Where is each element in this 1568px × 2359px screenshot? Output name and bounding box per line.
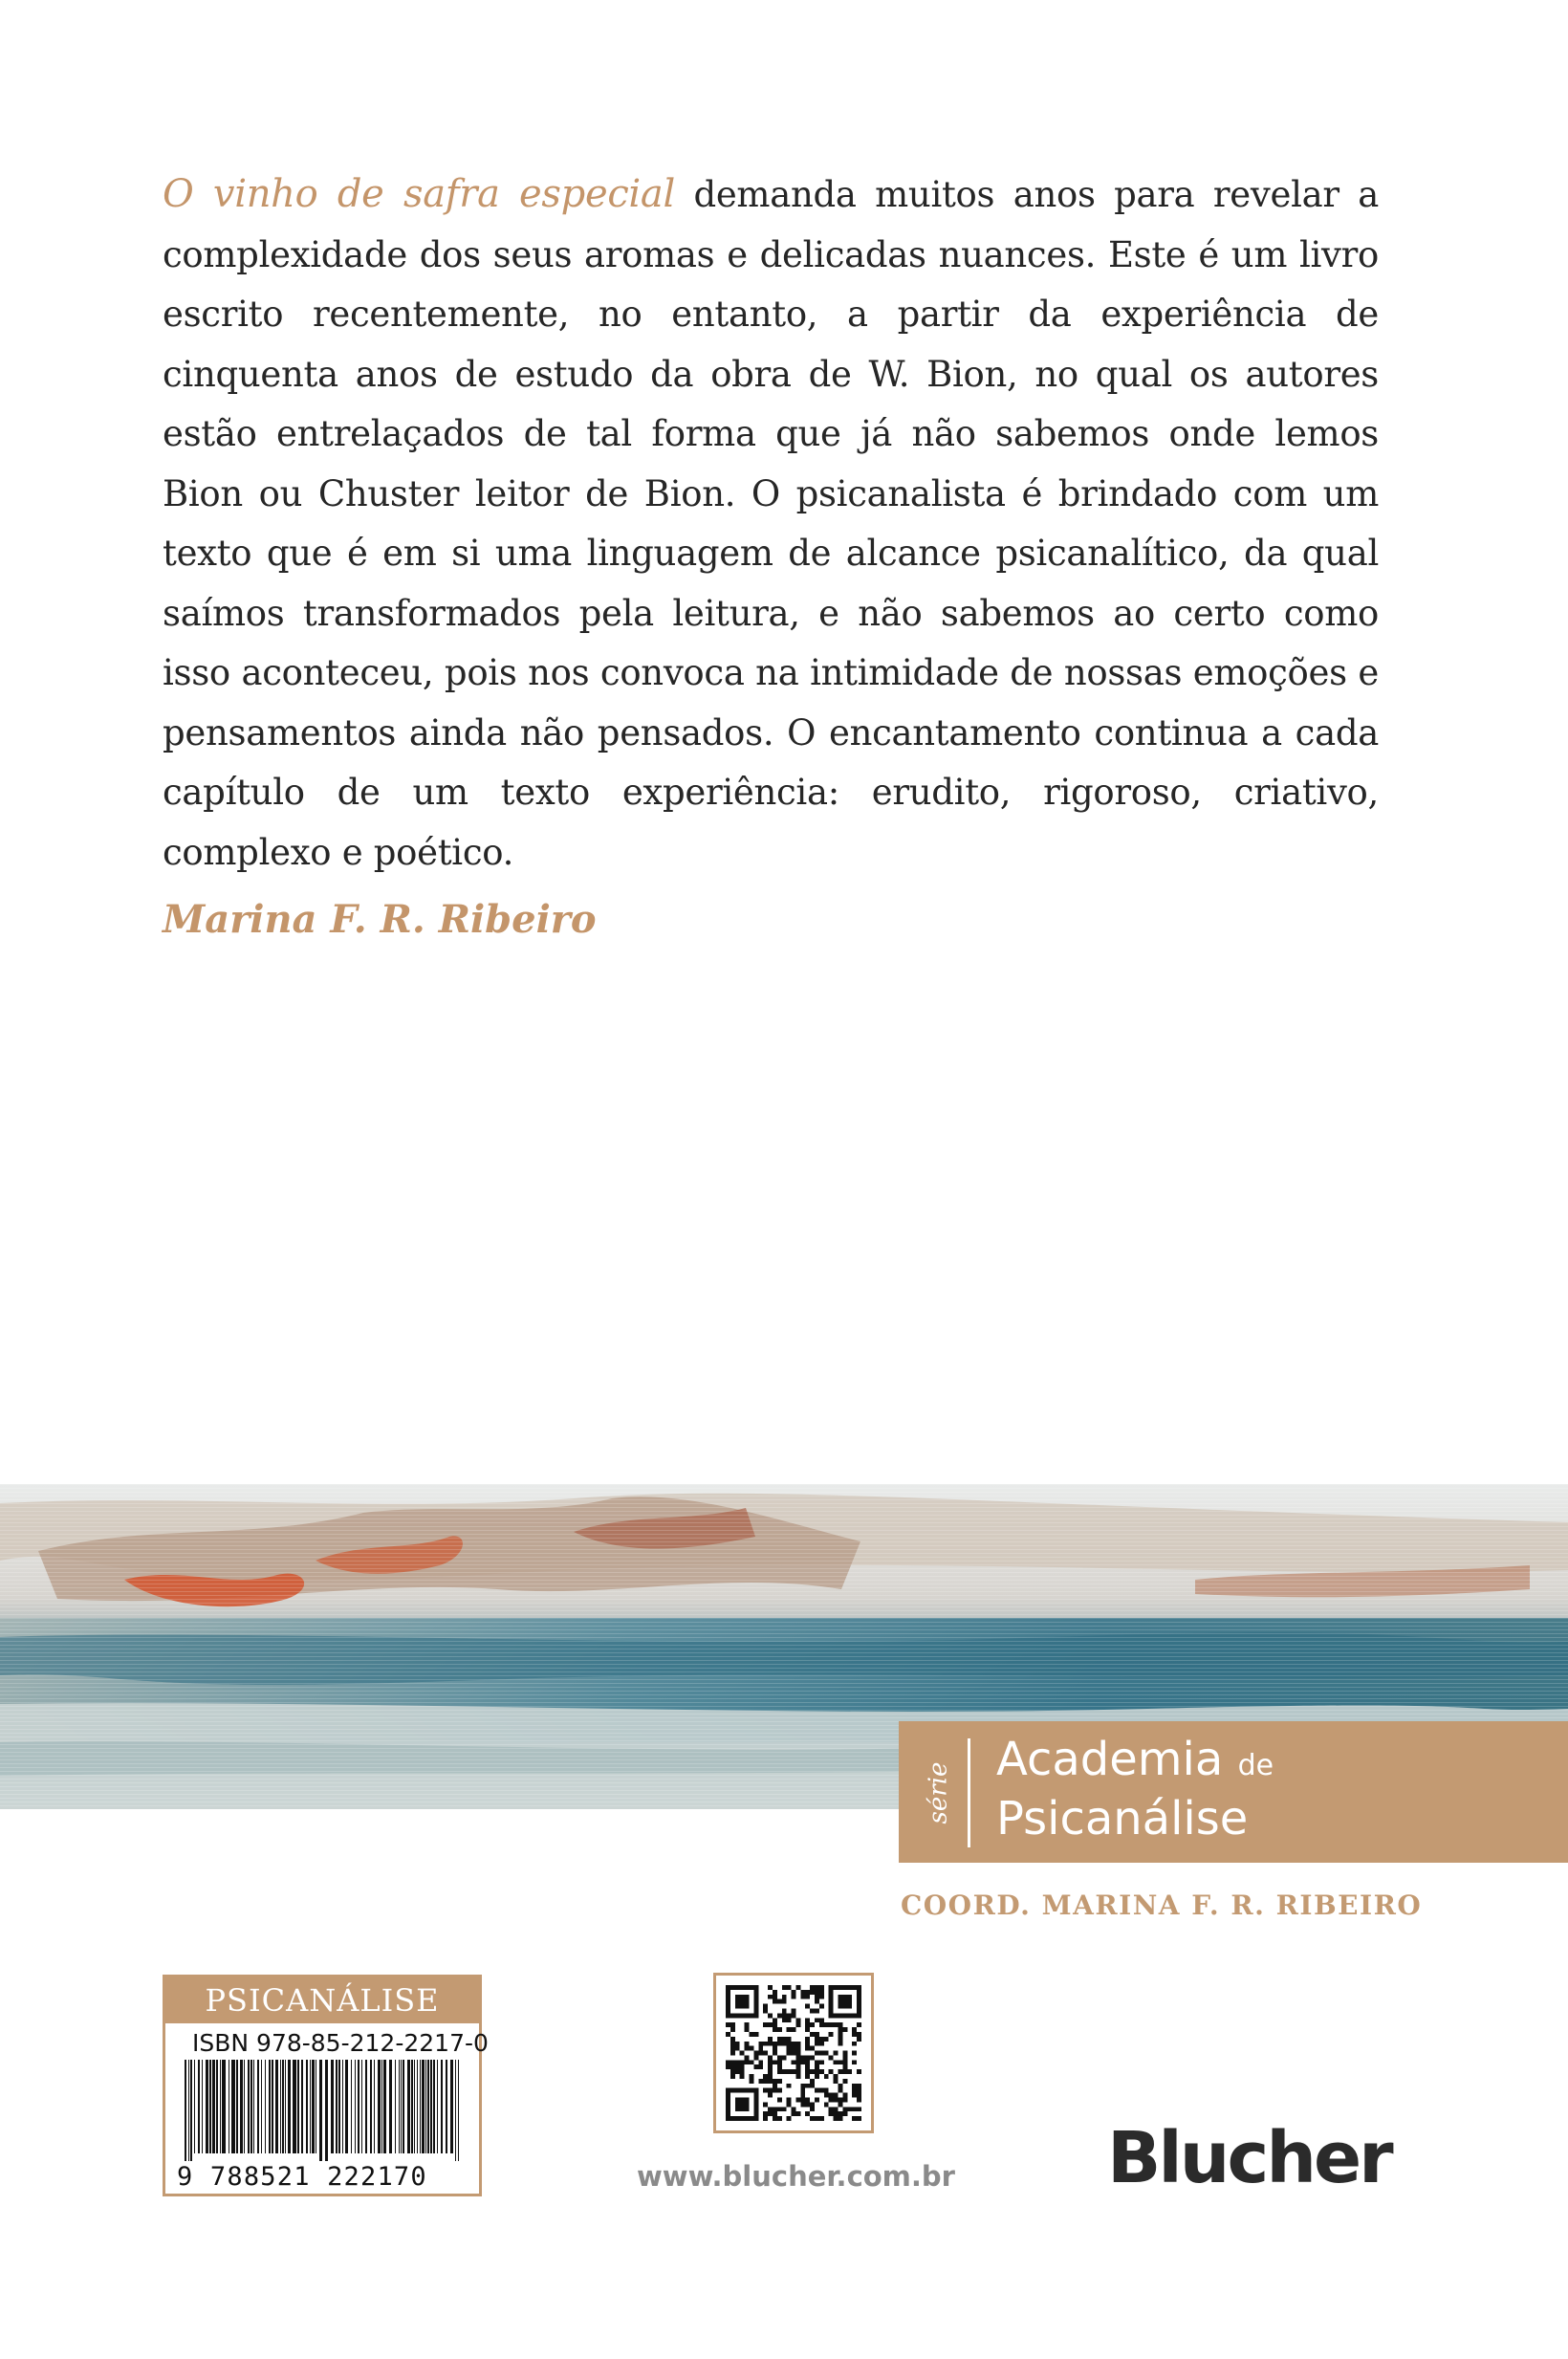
barcode-bar bbox=[355, 2060, 356, 2153]
barcode-bar bbox=[194, 2060, 195, 2153]
blurb-lead: O vinho de safra especial bbox=[163, 172, 675, 216]
series-divider bbox=[968, 1738, 970, 1847]
barcode-bar bbox=[414, 2060, 415, 2153]
barcode-bar bbox=[250, 2060, 252, 2153]
series-coordinator: COORD. MARINA F. R. RIBEIRO bbox=[901, 1889, 1423, 1921]
barcode-digits: 9 788521 222170 bbox=[177, 2162, 427, 2192]
barcode-bar bbox=[306, 2060, 308, 2153]
barcode-bar bbox=[450, 2060, 453, 2153]
barcode-bar bbox=[272, 2060, 273, 2153]
barcode-bar bbox=[310, 2060, 311, 2153]
barcode-bar bbox=[378, 2060, 381, 2153]
qr-code-image bbox=[726, 1985, 861, 2121]
barcode-bar bbox=[407, 2060, 410, 2153]
barcode-bar bbox=[342, 2060, 343, 2153]
barcode-bar bbox=[338, 2060, 340, 2153]
barcode-bar bbox=[403, 2060, 404, 2153]
barcode-bar bbox=[265, 2060, 266, 2153]
barcode-bar bbox=[446, 2060, 447, 2153]
series-title-line1: Academia de bbox=[996, 1733, 1274, 1786]
barcode-bar bbox=[185, 2060, 186, 2161]
barcode-bar bbox=[216, 2060, 218, 2153]
barcode-bar bbox=[236, 2060, 238, 2153]
barcode-bar bbox=[288, 2060, 291, 2153]
barcode-bar bbox=[374, 2060, 375, 2153]
barcode-bar bbox=[336, 2060, 338, 2153]
barcode-bar bbox=[198, 2060, 200, 2153]
isbn-block bbox=[163, 1975, 489, 2196]
barcode-bar bbox=[458, 2060, 459, 2161]
barcode-bar bbox=[389, 2060, 392, 2153]
barcode-bar bbox=[381, 2060, 382, 2153]
isbn-number: ISBN 978-85-212-2217-0 bbox=[192, 2029, 489, 2057]
barcode-bar bbox=[331, 2060, 334, 2153]
barcode-bar bbox=[411, 2060, 413, 2153]
blurb-body: demanda muitos anos para revelar a complexidade dos seus aromas e delicadas nuances. Este é um livro escrito recentemente, no entanto, a partir da experiência de cinquenta anos de estudo da obra de W. Bion, no qual os autores estão entrelaçados de tal forma que já não sabemos onde lemos Bion ou Chuster leitor de Bion. O psicanalista é brindado com um texto que é em si uma linguagem de alcance psicanalítico, da qual saímos transformados pela leitura, e não sabemos ao certo como isso aconteceu, pois nos convoca na intimidade de nossas emoções e pensamentos ainda não pensados. O encantamento continua a cada capítulo de um texto experiência: erudito, rigoroso, criativo, complexo e poético. bbox=[163, 174, 1379, 873]
barcode-bar bbox=[425, 2060, 426, 2153]
blurb-paragraph bbox=[163, 164, 1379, 883]
series-vertical-label: série bbox=[924, 1761, 952, 1824]
barcode-bar bbox=[401, 2060, 402, 2153]
barcode-bar bbox=[351, 2060, 352, 2153]
barcode-bar bbox=[275, 2060, 278, 2153]
barcode-bar bbox=[455, 2060, 456, 2161]
barcode-bar bbox=[433, 2060, 435, 2153]
barcode-bar bbox=[297, 2060, 299, 2153]
barcode-bar bbox=[257, 2060, 259, 2153]
series-title-line2: Psicanálise bbox=[996, 1792, 1249, 1846]
barcode-bar bbox=[269, 2060, 271, 2153]
barcode-bar bbox=[437, 2060, 438, 2153]
barcode-bar bbox=[365, 2060, 367, 2153]
publisher-website[interactable]: www.blucher.com.br bbox=[637, 2160, 955, 2193]
barcode-bar bbox=[417, 2060, 418, 2153]
barcode-bar bbox=[212, 2060, 215, 2153]
barcode-bar bbox=[244, 2060, 245, 2153]
category-label: PSICANÁLISE bbox=[165, 1977, 479, 2023]
barcode-bar bbox=[253, 2060, 254, 2153]
barcode-bar bbox=[188, 2060, 189, 2161]
barcode-bar bbox=[312, 2060, 315, 2153]
qr-code[interactable] bbox=[713, 1973, 874, 2133]
blurb-author: Marina F. R. Ribeiro bbox=[163, 897, 597, 942]
barcode-bar bbox=[240, 2060, 243, 2153]
barcode-bar bbox=[325, 2060, 328, 2161]
barcode-bar bbox=[248, 2060, 250, 2153]
barcode-bar bbox=[293, 2060, 296, 2153]
barcode-bar bbox=[430, 2060, 432, 2153]
barcode-bar bbox=[220, 2060, 221, 2153]
barcode-bar bbox=[420, 2060, 421, 2153]
barcode-bar bbox=[282, 2060, 284, 2153]
barcode-bar bbox=[190, 2060, 192, 2161]
barcode-bar bbox=[319, 2060, 322, 2161]
barcode-bar bbox=[209, 2060, 211, 2153]
barcode-bar bbox=[301, 2060, 303, 2153]
barcode-bar bbox=[427, 2060, 429, 2153]
barcode-bar bbox=[231, 2060, 235, 2153]
barcode-bar bbox=[202, 2060, 203, 2153]
barcode-bar bbox=[441, 2060, 443, 2153]
barcode-bar bbox=[261, 2060, 262, 2153]
barcode-bar bbox=[395, 2060, 396, 2153]
barcode-bar bbox=[280, 2060, 281, 2153]
barcode-bar bbox=[285, 2060, 286, 2153]
barcode-bar bbox=[370, 2060, 372, 2153]
barcode-bar bbox=[345, 2060, 348, 2153]
publisher-logo: Blucher bbox=[1107, 2117, 1391, 2199]
barcode-bar bbox=[399, 2060, 400, 2153]
barcode-bar bbox=[383, 2060, 386, 2153]
barcode-bar bbox=[206, 2060, 208, 2153]
series-connector: de bbox=[1237, 1749, 1274, 1782]
barcode-bar bbox=[361, 2060, 362, 2153]
barcode-bar bbox=[222, 2060, 226, 2153]
barcode-bar bbox=[422, 2060, 425, 2153]
barcode-image bbox=[177, 2060, 469, 2161]
barcode-bar bbox=[358, 2060, 359, 2153]
